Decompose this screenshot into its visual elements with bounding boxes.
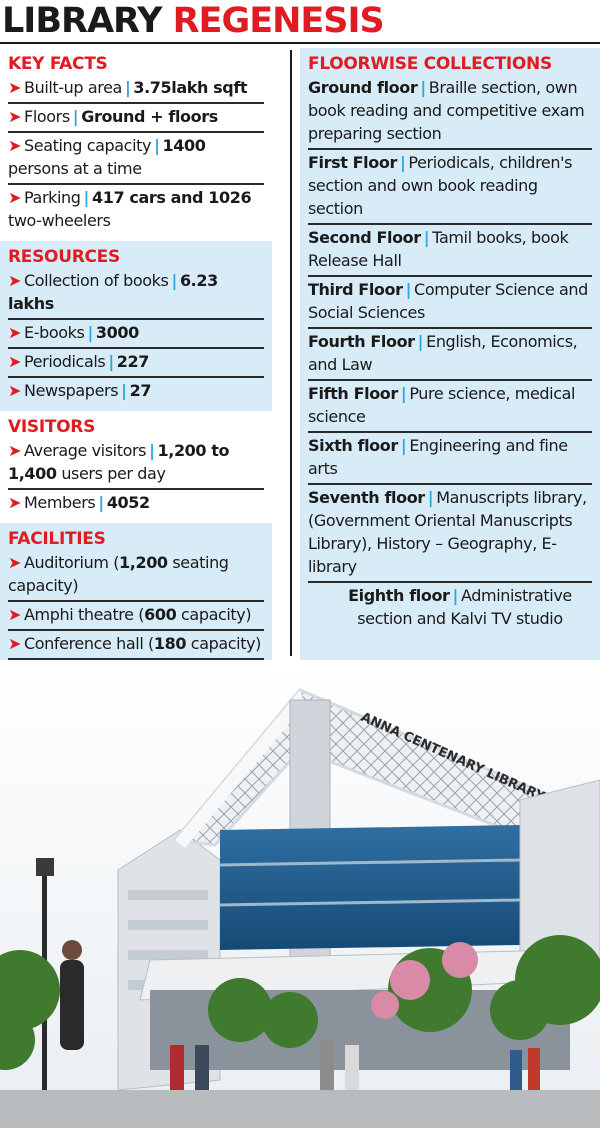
fact-rest: capacity) xyxy=(181,605,252,624)
fact-rest: capacity) xyxy=(190,634,261,653)
fact-rest: persons at a time xyxy=(8,159,142,178)
separator: | xyxy=(154,136,160,155)
floorwise-heading: FLOORWISE COLLECTIONS xyxy=(308,54,552,74)
floor-item xyxy=(308,433,592,485)
key-facts-item xyxy=(8,185,264,235)
facilities-heading: FACILITIES xyxy=(8,529,106,549)
fact-value: Ground + floors xyxy=(81,107,218,126)
fact-value: 3.75lakh sqft xyxy=(133,78,248,97)
floor-name: Eighth floor xyxy=(348,586,450,605)
title-part-regenesis: REGENESIS xyxy=(172,1,384,41)
separator: | xyxy=(121,381,127,400)
fact-label: Conference hall ( xyxy=(24,634,154,653)
separator: | xyxy=(400,436,407,455)
fact-label: Periodicals xyxy=(24,352,106,371)
separator: | xyxy=(420,78,426,97)
facilities-item xyxy=(8,550,264,602)
fact-rest: two-wheelers xyxy=(8,211,111,230)
fact-label: Built-up area xyxy=(24,78,122,97)
key-facts-item xyxy=(8,75,264,104)
fact-value: 3000 xyxy=(95,323,139,342)
floor-item xyxy=(308,150,592,225)
separator: | xyxy=(124,78,131,97)
floor-description: English, Economics, and Law xyxy=(308,332,578,374)
fact-value: 4052 xyxy=(106,493,150,512)
facilities-item xyxy=(8,631,264,660)
fact-value: 417 cars and 1026 xyxy=(92,188,252,207)
left-column xyxy=(0,48,272,716)
separator: | xyxy=(417,332,424,351)
fact-value: 600 xyxy=(144,605,177,624)
fact-label: Floors xyxy=(24,107,70,126)
floorwise-section xyxy=(300,48,600,660)
floor-item xyxy=(308,329,592,381)
separator: | xyxy=(108,352,114,371)
floor-name: Ground floor xyxy=(308,78,418,97)
glass-facade xyxy=(220,825,520,950)
fact-label: Average visitors xyxy=(24,441,147,460)
fact-value: 6.23 lakhs xyxy=(8,271,218,313)
fact-label: Amphi theatre ( xyxy=(24,605,145,624)
floor-description: Administrative section and Kalvi TV studio xyxy=(357,586,572,628)
key-facts-item xyxy=(8,133,264,185)
fact-label: Members xyxy=(24,493,96,512)
floor-item xyxy=(308,225,592,277)
title-bar xyxy=(0,0,600,44)
floor-item xyxy=(308,583,592,633)
separator: | xyxy=(171,271,177,290)
separator: | xyxy=(87,323,93,342)
floor-item xyxy=(308,277,592,329)
arrow-icon: ➤ xyxy=(8,188,22,207)
separator: | xyxy=(423,228,430,247)
visitors-item xyxy=(8,438,264,490)
separator: | xyxy=(399,153,406,172)
facilities-item xyxy=(8,602,264,631)
resources-item xyxy=(8,349,264,378)
separator: | xyxy=(83,188,89,207)
separator: | xyxy=(452,586,458,605)
fact-value: 1,200 xyxy=(119,553,168,572)
visitors-heading: VISITORS xyxy=(8,417,96,437)
arrow-icon: ➤ xyxy=(8,441,22,460)
page-title xyxy=(2,0,384,42)
floor-name: First Floor xyxy=(308,153,397,172)
floor-description: Computer Science and Social Sciences xyxy=(308,280,588,322)
arrow-icon: ➤ xyxy=(8,634,22,653)
key-facts-list xyxy=(8,75,264,235)
floorwise-list xyxy=(308,75,592,633)
resources-item xyxy=(8,320,264,349)
arrow-icon: ➤ xyxy=(8,323,22,342)
resources-item xyxy=(8,268,264,320)
resources-list xyxy=(8,268,264,405)
title-part-library: LIBRARY xyxy=(2,1,162,41)
fact-value: 1400 xyxy=(162,136,206,155)
fact-value: 1,200 to 1,400 xyxy=(8,441,230,483)
arrow-icon: ➤ xyxy=(8,136,22,155)
library-building-photo xyxy=(0,660,600,1128)
separator: | xyxy=(72,107,79,126)
floor-description: Manuscripts library, (Government Oriental Manuscripts Library), History – Geography, E-library xyxy=(308,488,587,576)
arrow-icon: ➤ xyxy=(8,553,22,572)
right-wing xyxy=(520,780,600,960)
arrow-icon: ➤ xyxy=(8,352,22,371)
resources-item xyxy=(8,378,264,405)
separator: | xyxy=(427,488,434,507)
arrow-icon: ➤ xyxy=(8,381,22,400)
fact-label: Auditorium ( xyxy=(24,553,120,572)
fact-rest: seating capacity) xyxy=(8,553,229,595)
fact-value: 180 xyxy=(153,634,187,653)
title-rule xyxy=(0,42,600,44)
visitors-list xyxy=(8,438,264,517)
floor-name: Fourth Floor xyxy=(308,332,415,351)
key-facts-heading: KEY FACTS xyxy=(8,54,108,74)
fact-rest: users per day xyxy=(61,464,166,483)
separator: | xyxy=(405,280,412,299)
fact-label: Seating capacity xyxy=(24,136,152,155)
floor-description: Braille section, own book reading and competitive exam preparing section xyxy=(308,78,585,143)
separator: | xyxy=(98,493,104,512)
fact-label: E-books xyxy=(24,323,85,342)
key-facts-item xyxy=(8,104,264,133)
floor-item xyxy=(308,381,592,433)
floor-name: Fifth Floor xyxy=(308,384,398,403)
separator: | xyxy=(149,441,155,460)
arrow-icon: ➤ xyxy=(8,78,22,97)
floor-description: Periodicals, children's section and own book reading section xyxy=(308,153,573,218)
floor-name: Third Floor xyxy=(308,280,403,299)
fact-label: Parking xyxy=(24,188,81,207)
fact-value: 27 xyxy=(129,381,152,400)
fact-label: Collection of books xyxy=(24,271,169,290)
floor-name: Second Floor xyxy=(308,228,421,247)
fact-value: 227 xyxy=(116,352,149,371)
floor-description: Pure science, medical science xyxy=(308,384,576,426)
fact-label: Newspapers xyxy=(24,381,119,400)
floor-name: Sixth floor xyxy=(308,436,398,455)
key-facts-section xyxy=(0,48,272,241)
arrow-icon: ➤ xyxy=(8,605,22,624)
floor-item xyxy=(308,485,592,583)
pavement xyxy=(0,1090,600,1128)
floor-description: Tamil books, book Release Hall xyxy=(308,228,569,270)
column-divider xyxy=(290,50,292,656)
floor-name: Seventh floor xyxy=(308,488,425,507)
floor-item xyxy=(308,75,592,150)
resources-section xyxy=(0,241,272,411)
arrow-icon: ➤ xyxy=(8,493,22,512)
visitors-section xyxy=(0,411,272,523)
arrow-icon: ➤ xyxy=(8,271,22,290)
resources-heading: RESOURCES xyxy=(8,247,120,267)
floor-description: Engineering and fine arts xyxy=(308,436,568,478)
separator: | xyxy=(400,384,407,403)
building-sign: ANNA CENTENARY LIBRARY xyxy=(358,709,547,805)
arrow-icon: ➤ xyxy=(8,107,22,126)
visitors-item xyxy=(8,490,264,517)
